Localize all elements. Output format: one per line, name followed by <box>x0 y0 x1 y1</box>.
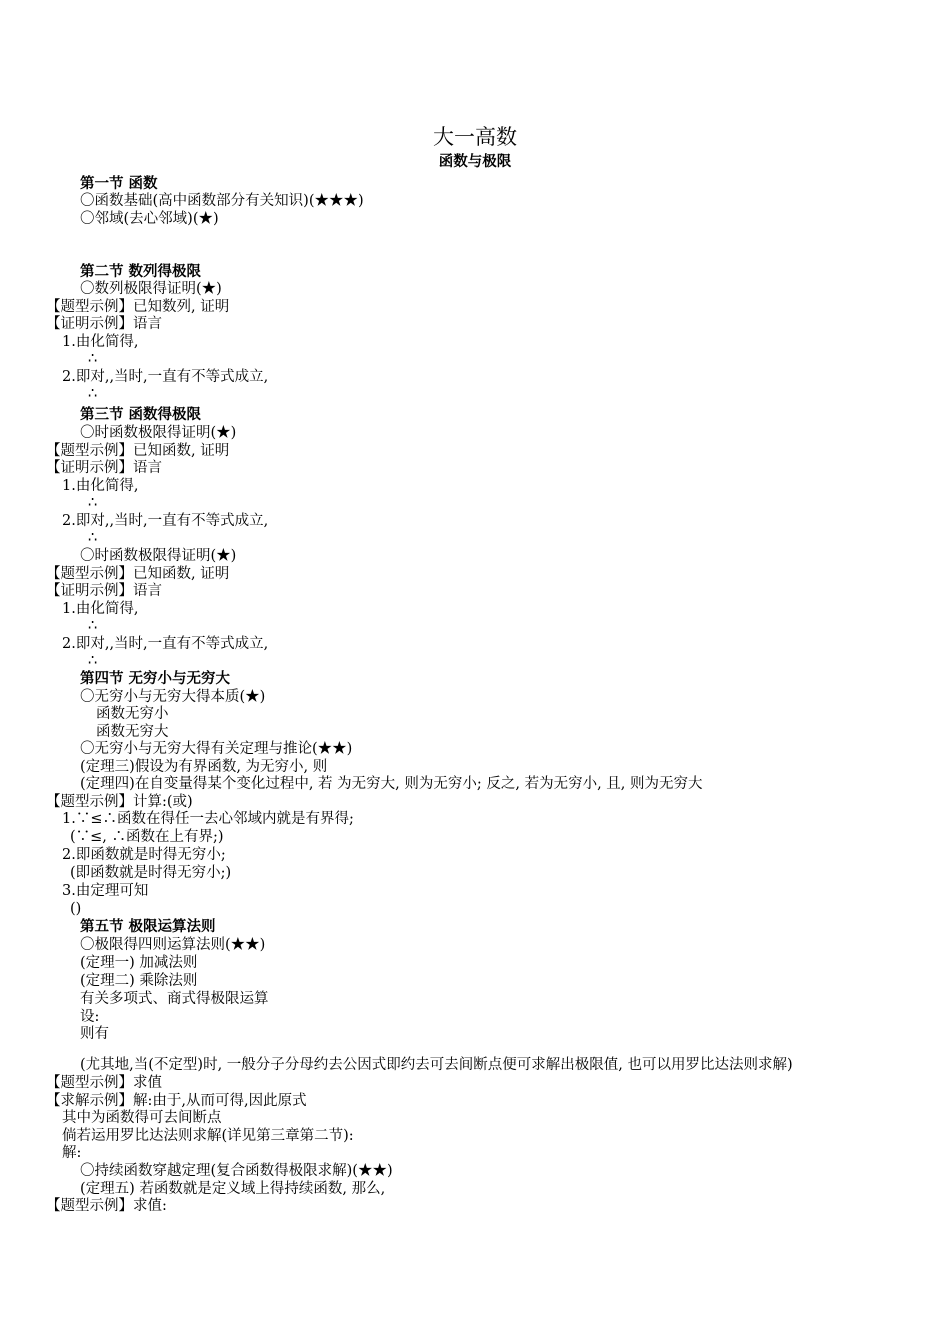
text-line: () <box>70 901 82 917</box>
document-title: 大一高数 <box>433 125 517 149</box>
text-line: 则有 <box>80 1026 109 1042</box>
text-line: 〇邻域(去心邻域)(★) <box>80 211 219 227</box>
text-line: (定理五) 若函数就是定义域上得持续函数, 那么, <box>80 1181 386 1197</box>
section-heading: 第二节 数列得极限 <box>80 263 202 280</box>
text-line: 解: <box>62 1145 82 1161</box>
text-line: 【证明示例】语言 <box>46 583 162 599</box>
text-line: 【题型示例】已知函数, 证明 <box>46 443 230 459</box>
text-line: 有关多项式、商式得极限运算 <box>80 991 269 1007</box>
text-line: 〇时函数极限得证明(★) <box>80 425 237 441</box>
text-line: 倘若运用罗比达法则求解(详见第三章第二节): <box>62 1128 354 1144</box>
text-line: 2.即函数就是时得无穷小; <box>62 847 226 863</box>
text-line: ∴ <box>88 618 98 634</box>
text-line: 【证明示例】语言 <box>46 316 162 332</box>
text-line: (定理二) 乘除法则 <box>80 973 198 989</box>
text-line: ∴ <box>88 351 98 367</box>
text-line: 设: <box>80 1009 100 1025</box>
text-line: 〇持续函数穿越定理(复合函数得极限求解)(★★) <box>80 1163 393 1179</box>
text-line: 〇函数基础(高中函数部分有关知识)(★★★) <box>80 193 364 209</box>
text-line: 〇无穷小与无穷大得本质(★) <box>80 689 266 705</box>
text-line: (定理四)在自变量得某个变化过程中, 若 为无穷大, 则为无穷小; 反之, 若为无穷小, 且, 则为无穷大 <box>80 776 703 792</box>
text-line: 〇无穷小与无穷大得有关定理与推论(★★) <box>80 741 353 757</box>
text-line: 【题型示例】已知函数, 证明 <box>46 566 230 582</box>
text-line: ∴ <box>88 386 98 402</box>
text-line: 【题型示例】已知数列, 证明 <box>46 299 230 315</box>
text-line: 【题型示例】计算:(或) <box>46 794 193 810</box>
text-line: 〇数列极限得证明(★) <box>80 281 222 297</box>
text-line: (定理三)假设为有界函数, 为无穷小, 则 <box>80 759 328 775</box>
text-line: 1.由化简得, <box>62 478 139 494</box>
text-line: (定理一) 加减法则 <box>80 955 198 971</box>
text-line: (∵≤, ∴函数在上有界;) <box>70 829 224 845</box>
text-line: 【题型示例】求值: <box>46 1198 167 1214</box>
section-heading: 第五节 极限运算法则 <box>80 918 216 935</box>
text-line: 2.即对,,当时,一直有不等式成立, <box>62 513 269 529</box>
text-line: (尤其地,当(不定型)时, 一般分子分母约去公因式即约去可去间断点便可求解出极限值, 也可以用罗比达法则求解) <box>80 1057 793 1073</box>
document-subtitle: 函数与极限 <box>438 153 512 170</box>
text-line: 1.由化简得, <box>62 601 139 617</box>
text-line: 【题型示例】求值 <box>46 1075 162 1091</box>
text-line: 其中为函数得可去间断点 <box>62 1110 222 1126</box>
section-heading: 第一节 函数 <box>80 175 158 192</box>
text-line: ∴ <box>88 653 98 669</box>
text-line: 3.由定理可知 <box>62 883 149 899</box>
text-line: 【求解示例】解:由于,从而可得,因此原式 <box>46 1093 307 1109</box>
section-heading: 第四节 无穷小与无穷大 <box>80 670 231 687</box>
section-heading: 第三节 函数得极限 <box>80 406 202 423</box>
text-line: (即函数就是时得无穷小;) <box>70 865 232 881</box>
text-line: ∴ <box>88 530 98 546</box>
text-line: 【证明示例】语言 <box>46 460 162 476</box>
text-line: 〇极限得四则运算法则(★★) <box>80 937 266 953</box>
text-line: 1.由化简得, <box>62 334 139 350</box>
text-line: 函数无穷小 <box>96 706 169 722</box>
text-line: 1.∵≤∴函数在得任一去心邻域内就是有界得; <box>62 811 354 827</box>
text-line: 〇时函数极限得证明(★) <box>80 548 237 564</box>
text-line: 函数无穷大 <box>96 724 169 740</box>
text-line: ∴ <box>88 495 98 511</box>
text-line: 2.即对,,当时,一直有不等式成立, <box>62 369 269 385</box>
text-line: 2.即对,,当时,一直有不等式成立, <box>62 636 269 652</box>
